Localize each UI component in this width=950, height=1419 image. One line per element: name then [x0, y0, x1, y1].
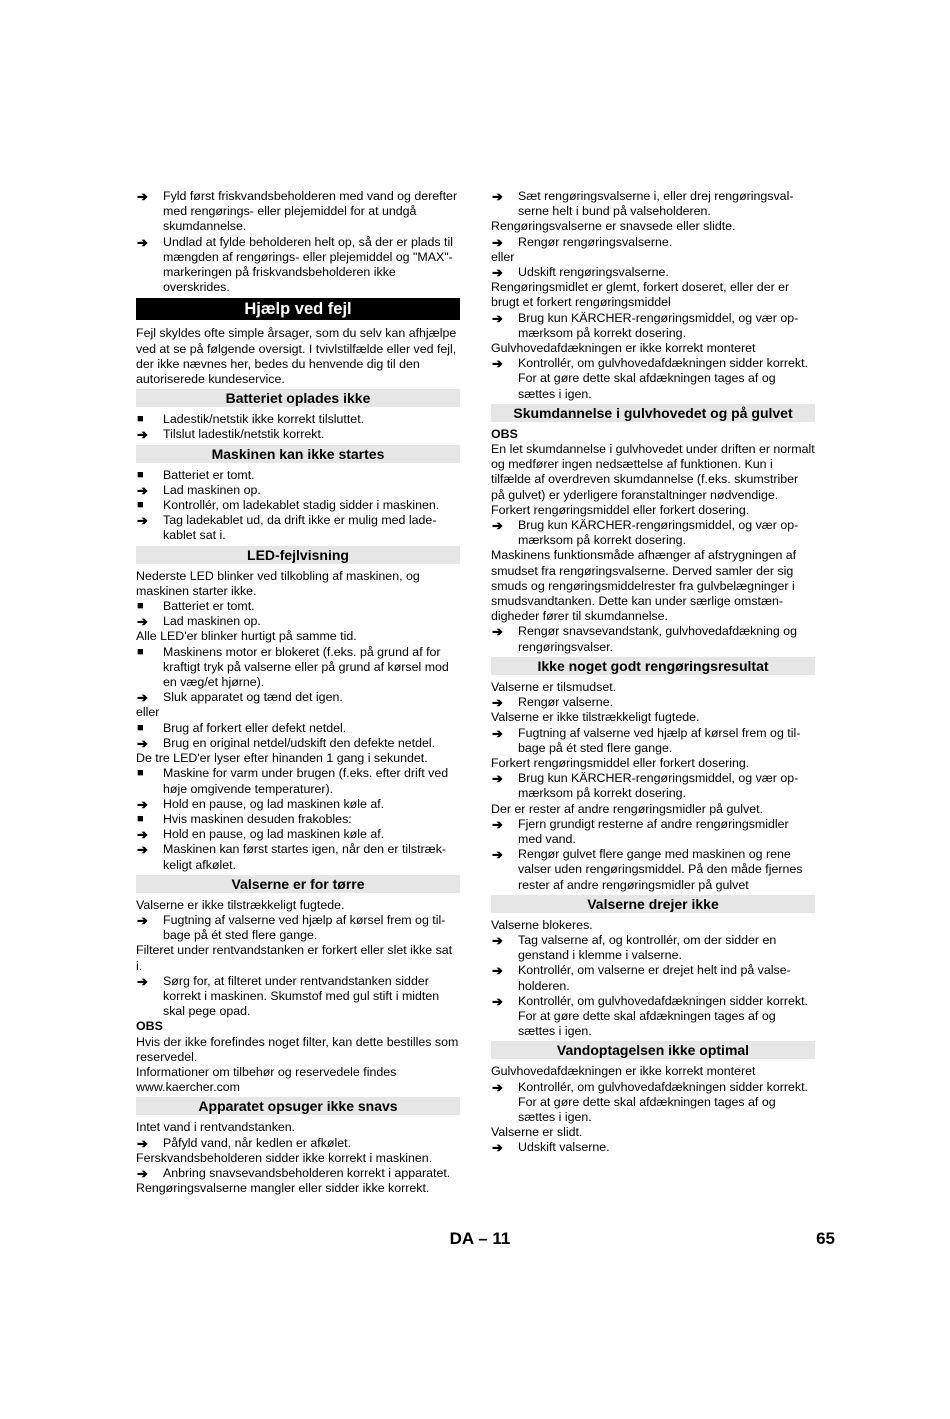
arrow-right-icon: ➔ [137, 482, 148, 498]
action-item [491, 1080, 815, 1126]
action-item [136, 513, 460, 543]
arrow-right-icon: ➔ [137, 614, 148, 630]
item-text: Rengør gulvet flere gange med maskinen og rene valser uden rengøringsmiddel. På den måde fjernes rester af andre rengøringsmidler på gulvet [518, 847, 803, 892]
action-item [136, 797, 460, 812]
paragraph: Valserne er tilsmudset. [491, 679, 617, 694]
square-bullet-icon: ■ [137, 468, 144, 481]
item-text: Kontrollér, om ladekablet stadig sidder i maskinen. [163, 498, 440, 513]
action-item [136, 1136, 460, 1151]
item-text: Batteriet er tomt. [163, 467, 255, 482]
arrow-right-icon: ➔ [137, 827, 148, 843]
item-text: Kontrollér, om valserne er drejet helt ind på valseholderen. [518, 963, 791, 993]
left-column [136, 189, 460, 1196]
arrow-right-icon: ➔ [137, 1165, 148, 1181]
paragraph: Gulvhovedafdækningen er ikke korrekt monteret [491, 1064, 756, 1079]
action-item [136, 1166, 460, 1181]
action-item [136, 827, 460, 842]
item-text: Maskine for varm under brugen (f.eks. efter drift ved høje omgivende temperaturer). [163, 766, 449, 796]
paragraph: Rengøringsvalserne mangler eller sidder ikke korrekt. [136, 1181, 430, 1196]
paragraph: Forkert rengøringsmiddel eller forkert dosering. [491, 502, 750, 517]
arrow-right-icon: ➔ [492, 771, 503, 787]
item-text: Påfyld vand, når kedlen er afkølet. [163, 1135, 352, 1150]
arrow-right-icon: ➔ [492, 189, 503, 204]
item-text: Hold en pause, og lad maskinen køle af. [163, 796, 385, 811]
arrow-right-icon: ➔ [492, 847, 503, 863]
square-bullet-icon: ■ [137, 721, 144, 734]
paragraph: Nederste LED blinker ved tilkobling af maskinen, og maskinen starter ikke. [136, 568, 420, 598]
item-text: Brug en original netdel/udskift den defekte netdel. [163, 735, 436, 750]
arrow-right-icon: ➔ [492, 1140, 503, 1156]
item-text: Sæt rengøringsvalserne i, eller drej rengøringsvalserne helt i bund på valseholderen. [518, 189, 794, 219]
item-text: Udskift rengøringsvalserne. [518, 265, 669, 280]
section-heading: LED-fejlvisning [136, 546, 460, 564]
action-item [136, 736, 460, 751]
item-text: Tag ladekablet ud, da drift ikke er mulig med ladekablet sat i. [163, 513, 437, 543]
arrow-right-icon: ➔ [492, 695, 503, 711]
cause-item [136, 645, 460, 691]
paragraph: Alle LED'er blinker hurtigt på samme tid. [136, 629, 357, 644]
arrow-right-icon: ➔ [137, 1135, 148, 1151]
arrow-right-icon: ➔ [137, 842, 148, 858]
action-item [136, 690, 460, 705]
paragraph: Hvis der ikke forefindes noget filter, kan dette bestilles som reservedel. [136, 1034, 459, 1064]
action-item [491, 963, 815, 993]
arrow-right-icon: ➔ [492, 234, 503, 250]
note-label: OBS [491, 426, 518, 441]
item-text: Batteriet er tomt. [163, 599, 255, 614]
paragraph: Filteret under rentvandstanken er forkert eller slet ikke sat i. [136, 943, 453, 973]
action-item [491, 771, 815, 801]
action-item [136, 614, 460, 629]
action-item [491, 624, 815, 654]
arrow-right-icon: ➔ [492, 963, 503, 979]
arrow-right-icon: ➔ [137, 234, 148, 250]
arrow-right-icon: ➔ [492, 1079, 503, 1095]
paragraph: Rengøringsvalserne er snavsede eller slidte. [491, 219, 736, 234]
section-heading: Batteriet oplades ikke [136, 389, 460, 407]
section-heading: Skumdannelse i gulvhovedet og på gulvet [491, 404, 815, 422]
cause-item [136, 766, 460, 796]
paragraph: En let skumdannelse i gulvhovedet under driften er normalt og medfører ingen nedsættelse af funktionen. Kun i tilfælde af overdreven skumdannelse (f.eks. skumstriber på gulvet) er yderligere foranstaltninger nødvendige. [491, 442, 815, 502]
action-item [136, 235, 460, 296]
arrow-right-icon: ➔ [492, 816, 503, 832]
action-item [491, 265, 815, 280]
arrow-right-icon: ➔ [492, 356, 503, 372]
action-item [491, 994, 815, 1040]
paragraph: Valserne er ikke tilstrækkeligt fugtede. [136, 897, 345, 912]
item-text: Sluk apparatet og tænd det igen. [163, 690, 343, 705]
paragraph: Informationer om tilbehør og reservedele findes www.kaercher.com [136, 1064, 397, 1095]
item-text: Maskinen kan først startes igen, når den er tilstrækkeligt afkølet. [163, 842, 447, 872]
paragraph: Valserne er ikke tilstrækkeligt fugtede. [491, 710, 700, 725]
section-heading: Apparatet opsuger ikke snavs [136, 1097, 460, 1115]
item-text: Rengør rengøringsvalserne. [518, 234, 673, 249]
section-heading: Ikke noget godt rengøringsresultat [491, 657, 815, 675]
action-item [491, 518, 815, 548]
right-column [491, 189, 815, 1156]
section-heading: Maskinen kan ikke startes [136, 445, 460, 463]
item-text: Fugtning af valserne ved hjælp af kørsel frem og tilbage på ét sted flere gange. [163, 912, 446, 943]
square-bullet-icon: ■ [137, 812, 144, 825]
section-heading: Vandoptagelsen ikke optimal [491, 1041, 815, 1059]
item-text: Anbring snavsevandsbeholderen korrekt i apparatet. [163, 1165, 451, 1180]
arrow-right-icon: ➔ [492, 725, 503, 741]
paragraph: Ferskvandsbeholderen sidder ikke korrekt i maskinen. [136, 1150, 433, 1165]
paragraph: eller [136, 705, 160, 720]
footer-page-number: 65 [816, 1229, 835, 1248]
arrow-right-icon: ➔ [137, 973, 148, 989]
action-item [491, 847, 815, 893]
paragraph: Maskinens funktionsmåde afhænger af afstrygningen af smudset fra rengøringsvalserne. Derved samler der sig smuds og rengøringsmiddelrester fra gulvbelægninger i smudsvandtanken. Dette kan under særlige omstændigheder fører til skumdannelse. [491, 548, 797, 624]
item-text: Rengør snavsevandstank, gulvhovedafdækning og rengøringsvalser. [518, 624, 797, 654]
paragraph: eller [491, 249, 515, 264]
arrow-right-icon: ➔ [137, 690, 148, 706]
action-item [491, 695, 815, 710]
cause-item [136, 412, 460, 427]
action-item [491, 933, 815, 963]
action-item [491, 1140, 815, 1155]
item-text: Fyld først friskvandsbeholderen med vand og derefter med rengørings- eller plejemiddel for at undgå skumdannelse. [163, 189, 458, 234]
paragraph: Intet vand i rentvandstanken. [136, 1120, 296, 1135]
section-heading: Valserne drejer ikke [491, 895, 815, 913]
cause-item [136, 721, 460, 736]
arrow-right-icon: ➔ [492, 310, 503, 326]
item-text: Rengør valserne. [518, 695, 614, 710]
square-bullet-icon: ■ [137, 645, 144, 658]
note-label: OBS [136, 1019, 163, 1034]
item-text: Tilslut ladestik/netstik korrekt. [163, 427, 325, 442]
paragraph: Fejl skyldes ofte simple årsager, som du selv kan afhjælpe ved at se på følgende oversigt. I tvivlstilfælde eller ved fejl, der ikke nævnes her, bedes du henvende dig til den autoriserede kundeservice. [136, 326, 457, 387]
action-item [136, 974, 460, 1020]
item-text: Maskinens motor er blokeret (f.eks. på grund af for kraftigt tryk på valserne eller på grund af kørsel mod en væg/et hjørne). [163, 644, 449, 690]
cause-item [136, 498, 460, 513]
arrow-right-icon: ➔ [137, 513, 148, 529]
arrow-right-icon: ➔ [137, 735, 148, 751]
action-item [136, 427, 460, 442]
item-text: Brug kun KÄRCHER-rengøringsmiddel, og vær opmærksom på korrekt dosering. [518, 310, 799, 340]
footer-section-label: DA – 11 [449, 1229, 511, 1248]
paragraph: Der er rester af andre rengøringsmidler på gulvet. [491, 801, 764, 816]
section-heading: Valserne er for tørre [136, 875, 460, 893]
arrow-right-icon: ➔ [137, 427, 148, 443]
paragraph: Valserne er slidt. [491, 1125, 583, 1140]
item-text: Brug kun KÄRCHER-rengøringsmiddel, og vær opmærksom på korrekt dosering. [518, 771, 799, 801]
action-item [491, 311, 815, 341]
item-text: Kontrollér, om gulvhovedafdækningen sidder korrekt. For at gøre dette skal afdækningen tages af og sættes i igen. [518, 1079, 808, 1124]
item-text: Fugtning af valserne ved hjælp af kørsel frem og tilbage på ét sted flere gange. [518, 725, 801, 755]
cause-item [136, 812, 460, 827]
item-text: Kontrollér, om gulvhovedafdækningen sidder korrekt. For at gøre dette skal afdækningen tages af og sættes i igen. [518, 993, 808, 1039]
item-text: Brug kun KÄRCHER-rengøringsmiddel, og vær opmærksom på korrekt dosering. [518, 518, 799, 548]
action-item [491, 817, 815, 847]
arrow-right-icon: ➔ [492, 265, 503, 281]
item-text: Fjern grundigt resterne af andre rengøringsmidler med vand. [518, 816, 789, 846]
item-text: Udskift valserne. [518, 1140, 610, 1155]
paragraph: Rengøringsmidlet er glemt, forkert doseret, eller der er brugt et forkert rengøringsmiddel [491, 280, 790, 310]
square-bullet-icon: ■ [137, 600, 144, 613]
item-text: Sørg for, at filteret under rentvandstanken sidder korrekt i maskinen. Skumstof med gul stift i midten skal pege opad. [163, 973, 440, 1019]
item-text: Kontrollér, om gulvhovedafdækningen sidder korrekt. For at gøre dette skal afdækningen tages af og sættes i igen. [518, 356, 808, 401]
square-bullet-icon: ■ [137, 767, 144, 780]
action-item [136, 483, 460, 498]
action-item [491, 726, 815, 756]
paragraph: Valserne blokeres. [491, 917, 593, 932]
paragraph: Gulvhovedafdækningen er ikke korrekt monteret [491, 341, 756, 356]
arrow-right-icon: ➔ [137, 912, 148, 928]
arrow-right-icon: ➔ [492, 624, 503, 640]
item-text: Tag valserne af, og kontrollér, om der sidder en genstand i klemme i valserne. [518, 932, 777, 963]
arrow-right-icon: ➔ [492, 932, 503, 948]
action-item [136, 913, 460, 943]
action-item [136, 842, 460, 872]
item-text: Hold en pause, og lad maskinen køle af. [163, 827, 385, 842]
paragraph: De tre LED'er lyser efter hinanden 1 gang i sekundet. [136, 751, 428, 766]
action-item [491, 356, 815, 402]
square-bullet-icon: ■ [137, 413, 144, 426]
item-text: Lad maskinen op. [163, 482, 261, 497]
item-text: Lad maskinen op. [163, 614, 261, 629]
item-text: Brug af forkert eller defekt netdel. [163, 720, 347, 735]
paragraph: Forkert rengøringsmiddel eller forkert dosering. [491, 755, 750, 770]
action-item [136, 189, 460, 235]
arrow-right-icon: ➔ [492, 993, 503, 1009]
chapter-heading: Hjælp ved fejl [136, 298, 460, 320]
item-text: Undlad at fylde beholderen helt op, så der er plads til mængden af rengørings- eller plejemiddel og "MAX"-markeringen på friskvandsbeholderen ikke overskrides. [163, 234, 453, 295]
arrow-right-icon: ➔ [137, 189, 148, 204]
cause-item [136, 468, 460, 483]
arrow-right-icon: ➔ [137, 796, 148, 812]
action-item [491, 235, 815, 250]
item-text: Hvis maskinen desuden frakobles: [163, 811, 352, 826]
arrow-right-icon: ➔ [492, 518, 503, 534]
action-item [491, 189, 815, 219]
item-text: Ladestik/netstik ikke korrekt tilsluttet. [163, 412, 365, 427]
cause-item [136, 599, 460, 614]
square-bullet-icon: ■ [137, 499, 144, 512]
